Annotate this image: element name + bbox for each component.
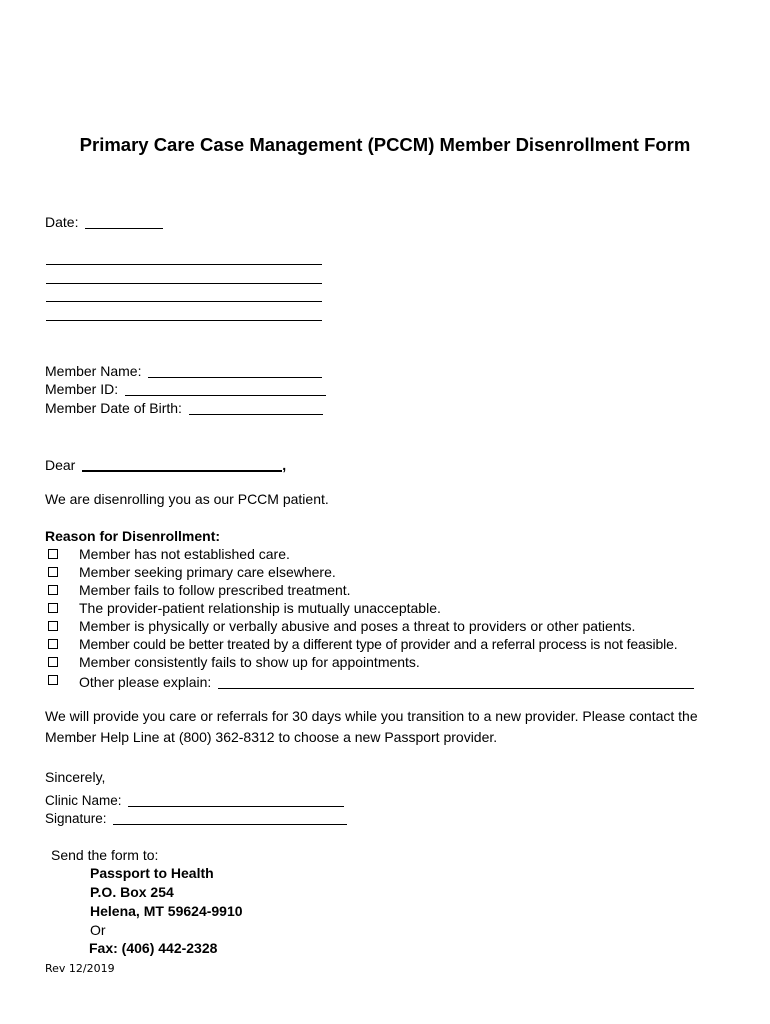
date-field[interactable] <box>85 214 163 229</box>
send-to-fax: Fax: (406) 442-2328 <box>89 940 218 956</box>
member-dob-field[interactable] <box>189 400 323 415</box>
reason-checkbox-2[interactable] <box>48 567 58 577</box>
transition-paragraph: We will provide you care or referrals for 30 days while you transition to a new provider. Please contact the Member Help Line at (800) 362-8312 to choose a new Passport provider. <box>45 708 698 745</box>
reason-label-8: Other please explain: <box>79 674 212 690</box>
other-explain-field[interactable] <box>218 674 694 689</box>
salutation-prefix: Dear <box>45 457 76 473</box>
reason-label-5: Member is physically or verbally abusive and poses a threat to providers or other patients. <box>79 618 636 634</box>
reason-label-1: Member has not established care. <box>79 546 290 562</box>
member-dob-label: Member Date of Birth: <box>45 400 182 416</box>
reason-label-7: Member consistently fails to show up for appointments. <box>79 654 420 670</box>
date-row <box>45 212 163 230</box>
closing-sincerely: Sincerely, <box>45 769 106 785</box>
member-name-label: Member Name: <box>45 363 142 379</box>
reason-checkbox-4[interactable] <box>48 603 58 613</box>
member-name-row <box>45 361 322 379</box>
member-id-row <box>45 379 326 397</box>
send-to-label: Send the form to: <box>51 847 159 863</box>
signature-label: Signature: <box>45 811 107 826</box>
address-line-1[interactable] <box>46 264 322 265</box>
send-to-po-box: P.O. Box 254 <box>90 884 174 900</box>
member-dob-row <box>45 398 323 416</box>
send-to-city: Helena, MT 59624-9910 <box>90 903 243 919</box>
reason-label-2: Member seeking primary care elsewhere. <box>79 564 336 580</box>
address-line-3[interactable] <box>46 301 322 302</box>
clinic-name-field[interactable] <box>128 792 344 807</box>
member-name-field[interactable] <box>148 363 322 378</box>
clinic-name-label: Clinic Name: <box>45 793 122 808</box>
reason-checkbox-5[interactable] <box>48 621 58 631</box>
revision-label: Rev 12/2019 <box>45 962 115 975</box>
reason-checkbox-7[interactable] <box>48 657 58 667</box>
salutation-row <box>45 454 286 473</box>
reason-label-4: The provider-patient relationship is mutually unacceptable. <box>79 600 441 616</box>
send-to-or: Or <box>90 922 106 938</box>
send-to-org: Passport to Health <box>90 865 214 881</box>
recipient-name-field[interactable] <box>82 456 282 472</box>
reason-checkbox-1[interactable] <box>48 549 58 559</box>
reason-label-3: Member fails to follow prescribed treatment. <box>79 582 351 598</box>
signature-field[interactable] <box>113 810 347 825</box>
intro-text: We are disenrolling you as our PCCM patient. <box>45 491 329 507</box>
address-line-2[interactable] <box>46 283 322 284</box>
clinic-name-row <box>45 790 344 808</box>
salutation-comma: , <box>282 457 287 473</box>
signature-row <box>45 808 347 826</box>
reason-checkbox-3[interactable] <box>48 585 58 595</box>
reason-checkbox-6[interactable] <box>48 639 58 649</box>
member-id-label: Member ID: <box>45 381 119 397</box>
form-title: Primary Care Case Management (PCCM) Member Disenrollment Form <box>79 134 691 155</box>
address-line-4[interactable] <box>46 320 322 321</box>
reason-other-row <box>79 672 694 690</box>
date-label: Date: <box>45 214 79 230</box>
reason-label-6: Member could be better treated by a different type of provider and a referral process is not feasible. <box>79 636 678 652</box>
reasons-heading: Reason for Disenrollment: <box>45 528 221 544</box>
member-id-field[interactable] <box>125 381 326 396</box>
reason-checkbox-8[interactable] <box>48 675 58 685</box>
